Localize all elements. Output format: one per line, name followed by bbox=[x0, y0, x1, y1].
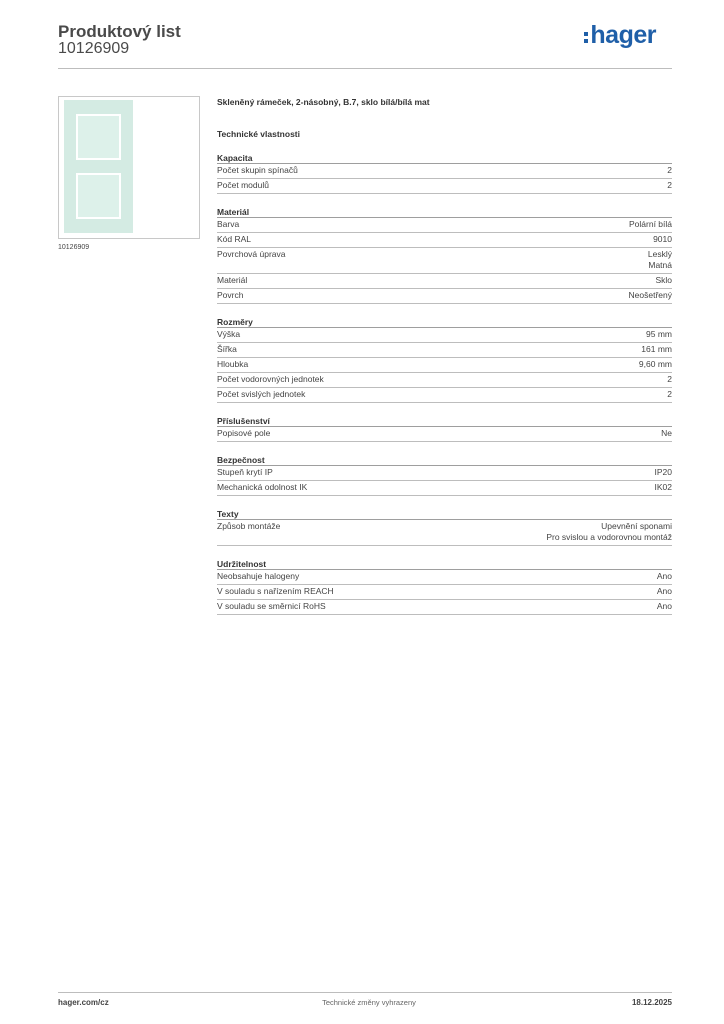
section-title: Rozměry bbox=[217, 317, 672, 328]
document-title: Produktový list bbox=[58, 22, 181, 41]
spec-value: Ne bbox=[661, 428, 672, 438]
spec-value: 95 mm bbox=[646, 329, 672, 339]
spec-value: 2 bbox=[667, 389, 672, 399]
header-divider bbox=[58, 68, 672, 69]
spec-row bbox=[217, 248, 672, 274]
spec-label: Neobsahuje halogeny bbox=[217, 571, 300, 581]
hager-logo bbox=[584, 20, 656, 50]
spec-value: IP20 bbox=[654, 467, 672, 477]
spec-value: 2 bbox=[667, 165, 672, 175]
spec-row bbox=[217, 600, 672, 615]
logo-dots-icon bbox=[584, 32, 588, 43]
image-caption: 10126909 bbox=[58, 244, 90, 251]
section-title: Bezpečnost bbox=[217, 455, 672, 466]
footer-disclaimer: Technické změny vyhrazeny bbox=[322, 998, 416, 1007]
spec-section bbox=[217, 509, 672, 546]
spec-value: Ano bbox=[656, 601, 672, 611]
spec-value: Polární bílá bbox=[629, 219, 672, 229]
spec-label: Způsob montáže bbox=[217, 521, 281, 531]
page-header bbox=[58, 20, 672, 70]
spec-row bbox=[217, 289, 672, 304]
spec-label: Počet skupin spínačů bbox=[217, 165, 298, 175]
spec-row bbox=[217, 388, 672, 403]
spec-value: 161 mm bbox=[641, 344, 672, 354]
spec-value: IK02 bbox=[654, 482, 672, 492]
spec-value: Neošetřený bbox=[628, 290, 672, 300]
spec-value: Lesklý Matná bbox=[647, 249, 672, 270]
glass-frame-graphic bbox=[64, 100, 133, 233]
spec-row bbox=[217, 585, 672, 600]
spec-row bbox=[217, 179, 672, 194]
spec-label: Povrchová úprava bbox=[217, 249, 286, 259]
section-title: Příslušenství bbox=[217, 416, 672, 427]
product-name: Skleněný rámeček, 2-násobný, B.7, sklo bílá/bílá mat bbox=[217, 97, 430, 107]
product-specs bbox=[217, 96, 672, 615]
spec-row bbox=[217, 481, 672, 496]
spec-value: Ano bbox=[656, 586, 672, 596]
spec-section bbox=[217, 455, 672, 496]
spec-value: Ano bbox=[656, 571, 672, 581]
product-number: 10126909 bbox=[58, 40, 130, 57]
spec-label: Počet vodorovných jednotek bbox=[217, 374, 324, 384]
spec-row bbox=[217, 218, 672, 233]
section-title: Kapacita bbox=[217, 153, 672, 164]
spec-row bbox=[217, 328, 672, 343]
frame-opening-top bbox=[76, 114, 121, 160]
spec-row bbox=[217, 570, 672, 585]
spec-value: 2 bbox=[667, 374, 672, 384]
spec-row bbox=[217, 373, 672, 388]
footer-website: hager.com/cz bbox=[58, 998, 109, 1007]
spec-row bbox=[217, 358, 672, 373]
section-title: Materiál bbox=[217, 207, 672, 218]
spec-value: 9010 bbox=[653, 234, 672, 244]
spec-label: Šířka bbox=[217, 344, 237, 354]
spec-section bbox=[217, 207, 672, 304]
spec-sections bbox=[217, 153, 672, 615]
spec-label: Kód RAL bbox=[217, 234, 252, 244]
spec-row bbox=[217, 466, 672, 481]
footer-divider bbox=[58, 992, 672, 993]
spec-section bbox=[217, 317, 672, 403]
spec-label: V souladu s nařízením REACH bbox=[217, 586, 334, 596]
spec-label: Barva bbox=[217, 219, 240, 229]
spec-row bbox=[217, 274, 672, 289]
spec-row bbox=[217, 520, 672, 546]
spec-value: 9,60 mm bbox=[638, 359, 672, 369]
spec-label: Počet modulů bbox=[217, 180, 269, 190]
spec-section bbox=[217, 153, 672, 194]
technical-properties-heading: Technické vlastnosti bbox=[217, 129, 300, 139]
logo-text: hager bbox=[590, 20, 656, 49]
spec-row bbox=[217, 343, 672, 358]
spec-label: Stupeň krytí IP bbox=[217, 467, 273, 477]
spec-value: Upevnění sponami Pro svislou a vodorovnou montáž bbox=[546, 521, 672, 542]
product-image bbox=[58, 96, 200, 239]
spec-label: Hloubka bbox=[217, 359, 249, 369]
footer-date: 18.12.2025 bbox=[631, 998, 672, 1007]
spec-label: V souladu se směrnicí RoHS bbox=[217, 601, 326, 611]
spec-value: 2 bbox=[667, 180, 672, 190]
spec-row bbox=[217, 164, 672, 179]
spec-label: Popisové pole bbox=[217, 428, 271, 438]
section-title: Texty bbox=[217, 509, 672, 520]
frame-opening-bottom bbox=[76, 173, 121, 219]
section-title: Udržitelnost bbox=[217, 559, 672, 570]
spec-label: Výška bbox=[217, 329, 241, 339]
spec-row bbox=[217, 427, 672, 442]
spec-label: Materiál bbox=[217, 275, 248, 285]
spec-section bbox=[217, 416, 672, 442]
spec-section bbox=[217, 559, 672, 615]
spec-label: Počet svislých jednotek bbox=[217, 389, 306, 399]
spec-row bbox=[217, 233, 672, 248]
spec-value: Sklo bbox=[655, 275, 672, 285]
spec-label: Povrch bbox=[217, 290, 244, 300]
spec-label: Mechanická odolnost IK bbox=[217, 482, 308, 492]
